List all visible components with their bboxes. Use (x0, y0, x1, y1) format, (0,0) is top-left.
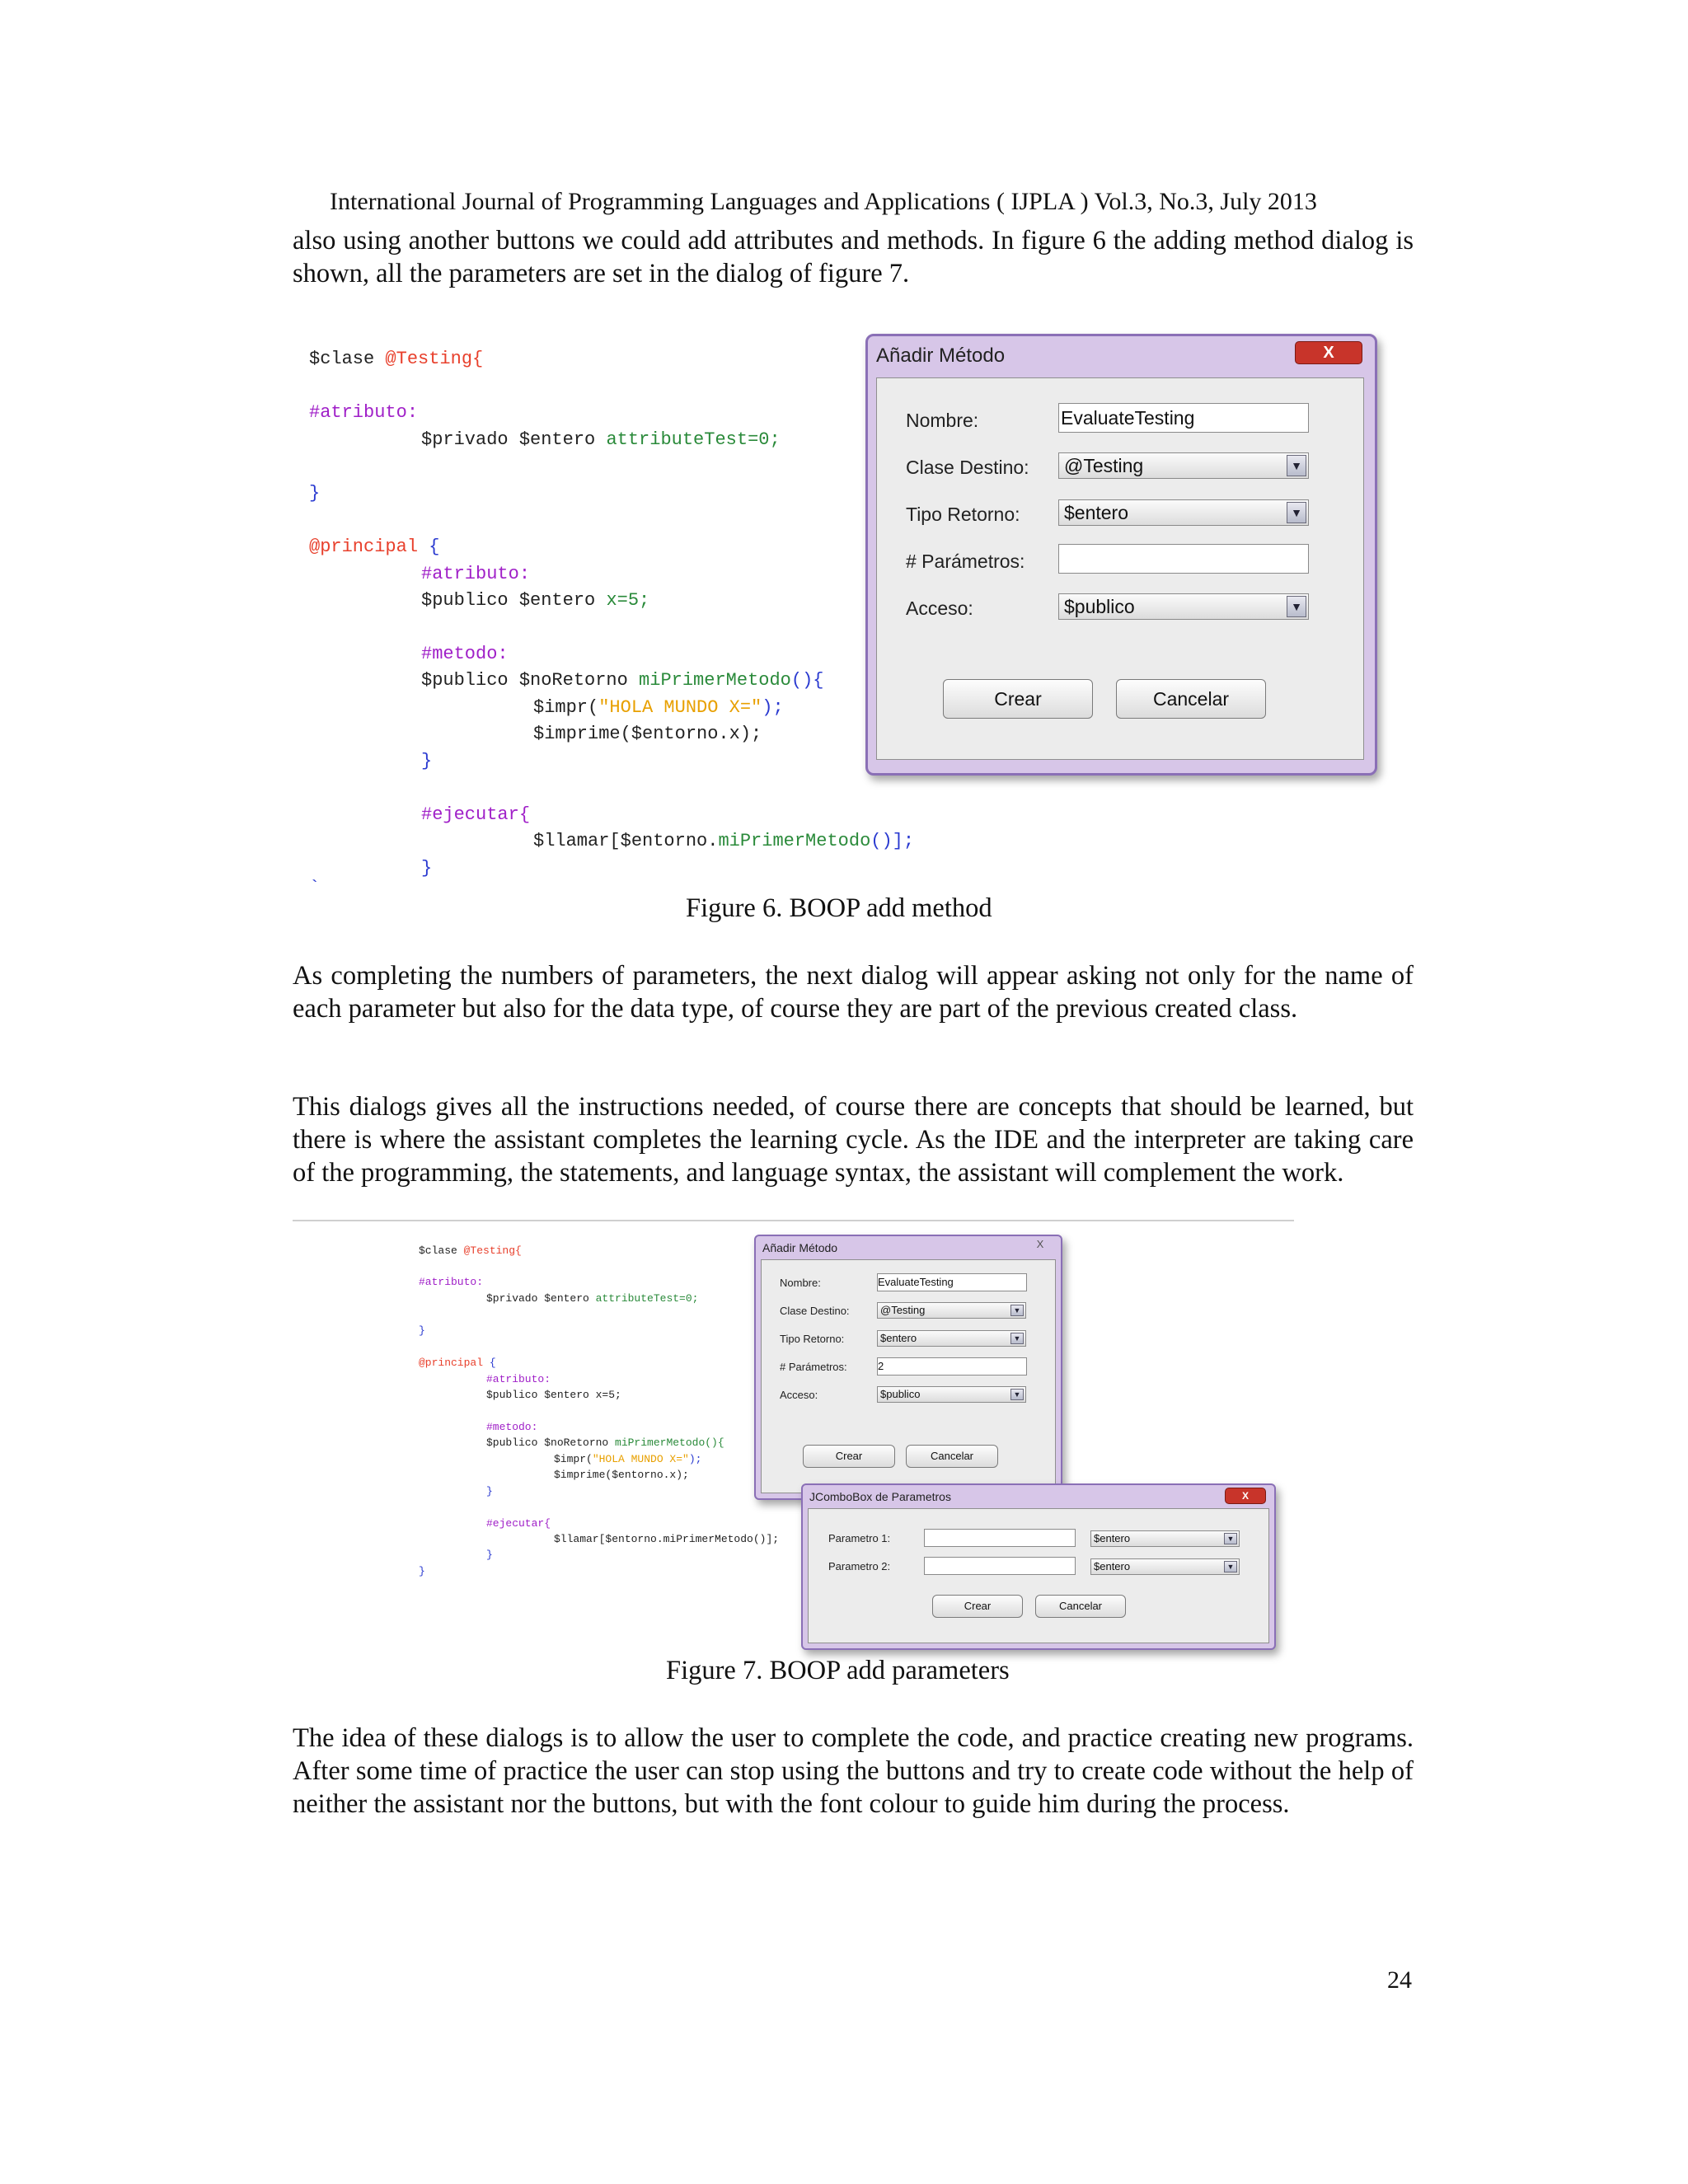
code-token: $publico $noRetorno (486, 1436, 616, 1449)
code-line: #atributo: (419, 1276, 484, 1288)
code-line: #atributo: (486, 1373, 551, 1385)
code-line: $imprime($entorno.x); (554, 1469, 689, 1481)
paragraph-4: The idea of these dialogs is to allow the user to complete the code, and practice creating new programs. After some time of practice the user can stop using the buttons and try to create code without the help of neither the assistant nor the buttons, but with the font colour to guide him during the process. (293, 1723, 1414, 1819)
code-token: "HOLA MUNDO X=" (592, 1453, 689, 1465)
code-token: "HOLA MUNDO X=" (598, 697, 762, 718)
divider (293, 1220, 1294, 1221)
code-line: } (421, 751, 433, 771)
parametros-field[interactable] (1058, 544, 1309, 574)
code-token: @Testing{ (463, 1244, 522, 1257)
chevron-down-icon[interactable]: ▼ (1010, 1305, 1024, 1316)
paragraph-2: As completing the numbers of parameters, the next dialog will appear asking not only for the name of each parameter but also for the data type, of course they are part of the previous created class. (293, 961, 1414, 1024)
crear-button[interactable]: Crear (932, 1595, 1023, 1618)
parametros-field[interactable]: 2 (877, 1357, 1027, 1376)
param2-field[interactable] (924, 1557, 1076, 1575)
clase-destino-label: Clase Destino: (780, 1305, 850, 1317)
code-token: $impr( (533, 697, 599, 718)
code-token: @Testing{ (385, 349, 484, 369)
figure-6 (293, 326, 1401, 902)
parameters-dialog (801, 1483, 1276, 1650)
chevron-down-icon[interactable]: ▼ (1287, 502, 1306, 523)
cancelar-button[interactable]: Cancelar (906, 1445, 998, 1468)
code-line: $imprime($entorno.x); (533, 724, 762, 744)
code-line: #metodo: (421, 644, 509, 664)
code-line: $llamar[$entorno.miPrimerMetodo()]; (554, 1533, 780, 1545)
code-token: @principal (309, 537, 429, 557)
close-icon[interactable]: X (1036, 1238, 1044, 1250)
chevron-down-icon[interactable]: ▼ (1010, 1389, 1024, 1400)
acceso-select[interactable] (1058, 593, 1309, 620)
close-icon[interactable]: X (1225, 1488, 1266, 1504)
add-method-dialog (865, 334, 1377, 776)
code-token: { (489, 1357, 496, 1369)
figure-6-code-panel (293, 326, 915, 902)
code-token: $privado $entero (421, 429, 607, 450)
code-token: $clase (309, 349, 386, 369)
figure-7-code-panel (404, 1228, 791, 1591)
code-token: $publico $entero (421, 590, 607, 611)
clase-destino-select[interactable] (1058, 452, 1309, 479)
code-line: #metodo: (486, 1421, 538, 1433)
nombre-field[interactable]: EvaluateTesting (1058, 403, 1309, 433)
code-line: ` (309, 878, 321, 898)
tipo-retorno-label: Tipo Retorno: (906, 504, 1020, 525)
acceso-value: $publico (880, 1388, 921, 1400)
param1-type-select[interactable] (1090, 1530, 1240, 1547)
clase-destino-label: Clase Destino: (906, 457, 1029, 478)
code-line: } (486, 1485, 493, 1497)
code-line: } (419, 1565, 425, 1577)
tipo-retorno-select[interactable] (877, 1330, 1026, 1347)
close-icon[interactable]: X (1295, 341, 1362, 364)
tipo-retorno-value: $entero (1064, 502, 1129, 523)
code-token: $publico $noRetorno (421, 670, 640, 691)
crear-button[interactable]: Crear (803, 1445, 895, 1468)
acceso-label: Acceso: (780, 1389, 818, 1401)
code-token: { (429, 537, 440, 557)
journal-header: International Journal of Programming Languages and Applications ( IJPLA ) Vol.3, No.3, July 2013 (330, 188, 1317, 215)
code-token: ); (688, 1453, 702, 1465)
code-line: } (419, 1324, 425, 1337)
code-line: } (486, 1549, 493, 1561)
nombre-label: Nombre: (780, 1277, 821, 1289)
chevron-down-icon[interactable]: ▼ (1287, 596, 1306, 617)
param2-type-value: $entero (1094, 1560, 1131, 1572)
add-method-dialog-small (754, 1235, 1062, 1500)
code-token: attributeTest=0; (606, 429, 781, 450)
chevron-down-icon[interactable]: ▼ (1287, 455, 1306, 476)
code-token: $llamar[$entorno. (533, 831, 719, 851)
param1-label: Parametro 1: (828, 1532, 891, 1544)
dialog-title: JComboBox de Parametros (809, 1490, 951, 1503)
paragraph-3: This dialogs gives all the instructions needed, of course there are concepts that should be learned, but there is where the assistant completes the learning cycle. As the IDE and the interpreter are taking care of the programming, the statements, and language syntax, the assistant will complement the work. (293, 1092, 1414, 1188)
code-token: $privado $entero (486, 1292, 596, 1305)
code-line: #ejecutar{ (421, 804, 531, 825)
cancelar-button[interactable]: Cancelar (1035, 1595, 1126, 1618)
clase-destino-value: @Testing (880, 1304, 926, 1316)
code-token: $clase (419, 1244, 464, 1257)
code-token: x=5; (606, 590, 650, 611)
dialog-title: Añadir Método (762, 1241, 838, 1254)
tipo-retorno-select[interactable] (1058, 499, 1309, 526)
parametros-label: # Parámetros: (906, 551, 1025, 572)
code-token: miPrimerMetodo (639, 670, 791, 691)
param2-label: Parametro 2: (828, 1560, 891, 1572)
code-token: ); (762, 697, 784, 718)
figure-7-caption: Figure 7. BOOP add parameters (666, 1656, 1010, 1685)
code-token: (){ (790, 670, 824, 691)
acceso-value: $publico (1064, 596, 1135, 617)
code-line: #atributo: (309, 402, 419, 423)
page-number: 24 (1387, 1966, 1412, 1994)
acceso-label: Acceso: (906, 598, 973, 619)
param2-type-select[interactable] (1090, 1558, 1240, 1575)
dialog-title: Añadir Método (876, 344, 1006, 367)
code-token: @principal (419, 1357, 490, 1369)
clase-destino-value: @Testing (1064, 455, 1144, 476)
code-line: #atributo: (421, 564, 531, 584)
chevron-down-icon[interactable]: ▼ (1010, 1333, 1024, 1344)
dialog-body (808, 1508, 1269, 1643)
code-token: attributeTest=0; (595, 1292, 699, 1305)
dialog-body (761, 1259, 1056, 1493)
tipo-retorno-label: Tipo Retorno: (780, 1333, 845, 1345)
nombre-label: Nombre: (906, 410, 979, 431)
param1-field[interactable] (924, 1529, 1076, 1547)
code-line: } (421, 858, 433, 879)
code-token: miPrimerMetodo(){ (615, 1436, 724, 1449)
param1-type-value: $entero (1094, 1532, 1131, 1544)
code-token: $impr( (554, 1453, 593, 1465)
chevron-down-icon[interactable]: ▼ (1224, 1561, 1237, 1572)
dialog-body (876, 377, 1364, 760)
code-token: miPrimerMetodo (718, 831, 871, 851)
intro-paragraph: also using another buttons we could add attributes and methods. In figure 6 the adding method dialog is shown, all the parameters are set in the dialog of figure 7. (293, 226, 1414, 288)
code-token: ()]; (870, 831, 915, 851)
acceso-select[interactable] (877, 1386, 1026, 1403)
tipo-retorno-value: $entero (880, 1332, 917, 1344)
crear-button[interactable]: Crear (943, 679, 1093, 719)
code-line: } (309, 483, 321, 504)
chevron-down-icon[interactable]: ▼ (1224, 1533, 1237, 1544)
code-line: $publico $entero x=5; (486, 1389, 621, 1401)
figure-6-caption: Figure 6. BOOP add method (686, 893, 992, 923)
cancelar-button[interactable]: Cancelar (1116, 679, 1266, 719)
clase-destino-select[interactable] (877, 1302, 1026, 1319)
figure-7 (404, 1228, 1286, 1657)
code-line: #ejecutar{ (486, 1517, 551, 1530)
nombre-field[interactable]: EvaluateTesting (877, 1273, 1027, 1291)
parametros-label: # Parámetros: (780, 1361, 847, 1373)
